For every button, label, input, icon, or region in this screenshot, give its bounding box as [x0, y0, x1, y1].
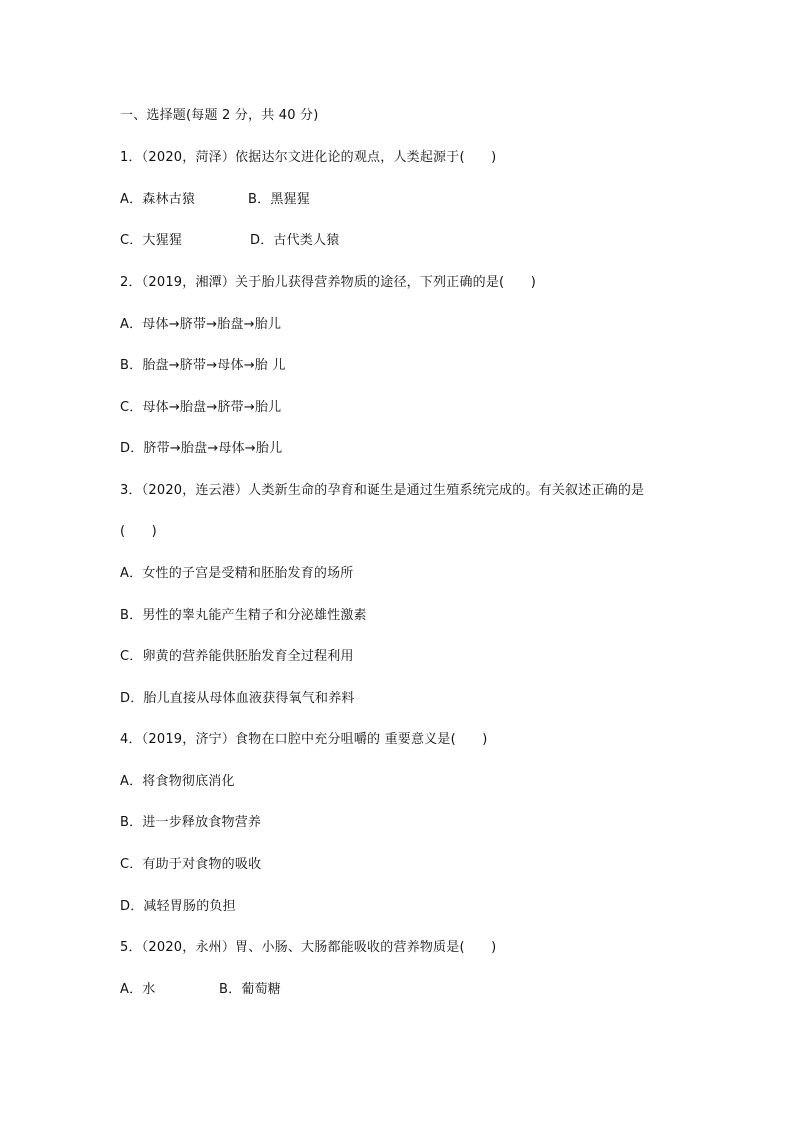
- question-4-option-a: A．将食物彻底消化: [120, 774, 235, 789]
- question-4-option-c: C．有助于对食物的吸收: [120, 857, 262, 872]
- question-2-option-a: A．母体→脐带→胎盘→胎儿: [120, 317, 282, 332]
- question-3-option-c: C．卵黄的营养能供胚胎发育全过程利用: [120, 649, 354, 664]
- question-4-option-b: B．进一步释放食物营养: [120, 815, 262, 830]
- question-1-option-c: C．大猩猩: [120, 233, 183, 248]
- question-4-option-d: D．减轻胃肠的负担: [120, 899, 236, 914]
- question-3-option-d: D．胎儿直接从母体血液获得氧气和养料: [120, 691, 355, 706]
- question-3-option-a: A．女性的子宫是受精和胚胎发育的场所: [120, 566, 354, 581]
- question-2-option-d: D．脐带→胎盘→母体→胎儿: [120, 441, 283, 456]
- question-1-option-b: B．黑猩猩: [248, 192, 310, 207]
- question-5-option-b: B．葡萄糖: [219, 982, 281, 997]
- question-2-stem: 2．（2019，湘潭）关于胎儿获得营养物质的途径，下列正确的是( ): [120, 275, 536, 290]
- question-1-option-d: D．古代类人猿: [250, 233, 340, 248]
- question-3-stem: 3．（2020，连云港）人类新生命的孕育和诞生是通过生殖系统完成的。有关叙述正确的是: [120, 483, 645, 498]
- question-1-option-a: A．森林古猿: [120, 192, 196, 207]
- question-3-stem-continued: ( ): [120, 524, 157, 539]
- question-5-stem: 5．（2020，永州）胃、小肠、大肠都能吸收的营养物质是( ): [120, 940, 497, 955]
- question-2-option-c: C．母体→胎盘→脐带→胎儿: [120, 400, 282, 415]
- question-5-option-a: A．水: [120, 982, 156, 997]
- question-2-option-b: B．胎盘→脐带→母体→胎 儿: [120, 358, 286, 373]
- question-3-option-b: B．男性的睾丸能产生精子和分泌雄性激素: [120, 608, 367, 623]
- question-4-stem: 4．（2019，济宁）食物在口腔中充分咀嚼的 重要意义是( ): [120, 732, 488, 747]
- question-1-stem: 1．（2020，菏泽）依据达尔文进化论的观点，人类起源于( ): [120, 150, 497, 165]
- section-title: 一、选择题(每题 2 分，共 40 分): [120, 108, 319, 123]
